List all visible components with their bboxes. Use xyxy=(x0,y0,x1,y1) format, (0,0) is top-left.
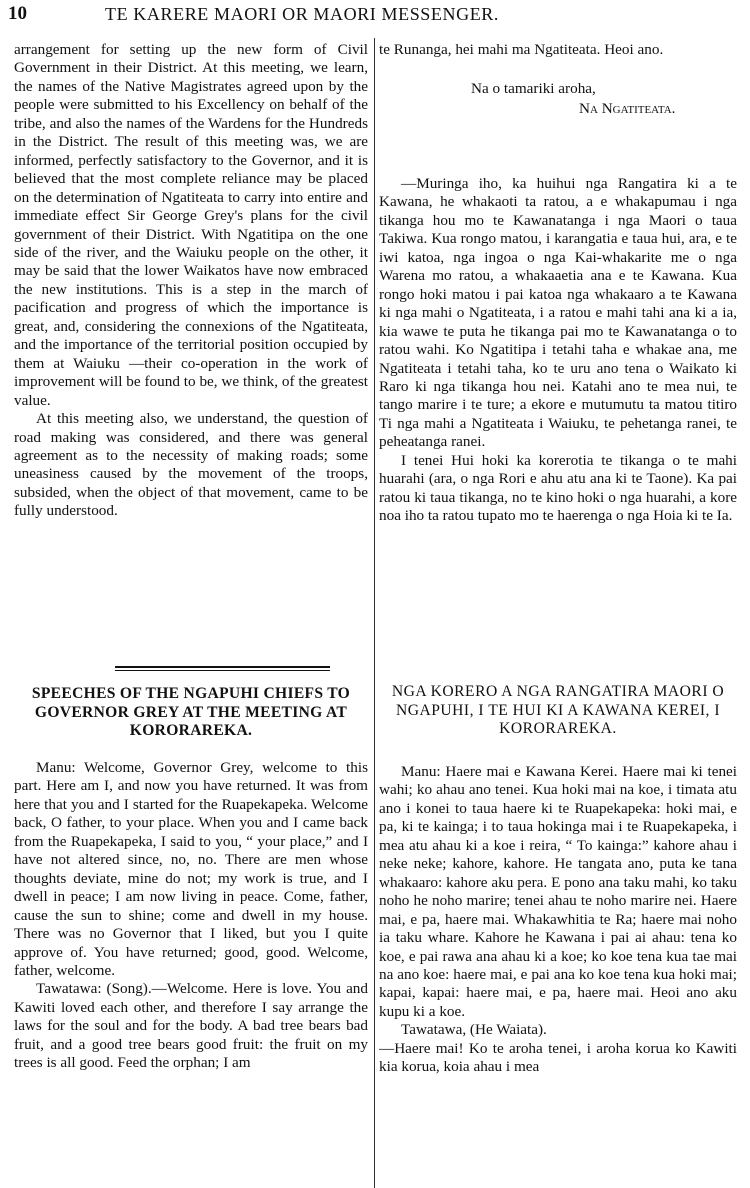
article-paragraph: —Muringa iho, ka huihui nga Rangatira ki a te Kawana, he whakaoti ta ratou, a e whakapumau i nga tikanga hou mo te Kawanatanga i nga Maori o taua Takiwa. Kua rongo matou, i karangatia e taua hui, ara, e te iwi katoa, nga ingoa o nga Kai-whakarite me o nga Warena mo ratou, a whakaaetia ana e te Kawana. Kua rongo hoki matou i pai katoa nga whakaaro a te Kawana ki nga mahi o Ngatiteata, i a ratou e mahi tahi ana ki a ia, kia wawe te puta he tikanga pai mo te Kawanatanga o to ratou wahi. Ko Ngatitipa i tetahi taha e whakae ana, me Ngatiteata i tetahi taha, ko te uru ano tena o Waikato ki Raro ki nga tikanga hou nei. Katahi ano te mea nui, te tango marire i te ture; a ekore e mutumutu ta matou titiro Ti nga mahi a Ngatiteata i Waiuku, te pehetanga ranei, te peheatanga ranei. xyxy=(379,175,737,451)
section-divider xyxy=(115,666,330,671)
speech-paragraph: Tawatawa: (Song).—Welcome. Here is love. You and Kawiti loved each other, and therefore I say arrange the laws for the soul and for the body. A bad tree bears bad fruit, and a good tree bears good fruit: the fruit on my trees is all good. Feed the orphan; I am xyxy=(14,980,368,1072)
right-column-continuation xyxy=(379,41,737,81)
speech-paragraph: Tawatawa, (He Waiata). xyxy=(401,1021,547,1039)
article-paragraph: arrangement for setting up the new form of Civil Government in their District. At this meeting, we learn, the names of the Native Magistrates agreed upon by the people were submitted to his Excellency on behalf of the tribe, and also the names of the Wardens for the Hundreds in the District. The result of this meeting was, we are informed, perfectly satisfactory to the Governor, and it is believed that the most complete reliance may be placed on the determination of Ngatiteata to carry into entire and immediate effect Sir George Grey's plans for the civil government of their District. With Ngatitipa on the one side of the river, and the Waiuku people on the other, it may be said that the lower Waikatos have now embraced the new institutions. This is a step in the march of pacification and progress of which the importance is great, and, considering the connexions of the Ngatiteata, and the importance of the territorial position occupied by them at Waiuku —their co-operation in the work of improvement will be found to be, we think, of the greatest value. xyxy=(14,41,368,409)
speech-paragraph: —Haere mai! Ko te aroha tenei, i aroha korua ko Kawiti kia korua, koia ahau i mea xyxy=(379,1039,737,1076)
left-column-speeches xyxy=(14,759,368,1185)
speech-paragraph: Manu: Welcome, Governor Grey, welcome to this part. Here am I, and now you have returned. It was from here that you and I started for the Ruapekapeka. Welcome back, O father, to your place. When you and I came back from the Ruapekapeka, I said to you, “ your place,” and I have not altered since, no, no. There are men whose thoughts deviate, mine do not; my work is true, and I dwell in peace; I am now living in peace. Come, father, cause the sun to shine; come and dwell in my house. There was no Governor that I liked, but you I quite approve of. You have returned; good, good. Welcome, father, welcome. xyxy=(14,759,368,979)
article-paragraph: At this meeting also, we understand, the question of road making was considered, and there was general agreement as to the necessity of making roads; some uneasiness caused by the movement of the troops, subsided, when the object of that movement, came to be fully understood. xyxy=(14,410,368,520)
article-paragraph: te Runanga, hei mahi ma Ngatiteata. Heoi ano. xyxy=(379,41,664,58)
section-heading-maori: NGA KORERO A NGA RANGATIRA MAORI O NGAPUHI, I TE HUI KI A KAWANA KEREI, I KORORAREKA. xyxy=(391,683,725,737)
left-column-article xyxy=(14,41,368,657)
signoff-line: Na o tamariki aroha, xyxy=(471,80,596,97)
speech-paragraph: Manu: Haere mai e Kawana Kerei. Haere mai ki tenei wahi; ko ahau ano tenei. Kua hoki mai na koe, i timata atu ano i konei to taua haere ki te Ruapekapeka: hoki mai, e pa, ki te kainga; i to taua hokinga mai i te Ruapekapeka, i mea atu ahau ki a koe i reira, “ To kainga:” kahore ahau i neke neke; kahore, kahore. He tangata ano, puta ke tana whakaaro: kahore aku pera. E pono ana taku mahi, ko taku noho he noho marire; tenei ahau te noho marire nei. Haere mai, e pa, haere mai. Whakawhitia te Ra; haere mai noho ia taku whare. Kahore he Kawana i pai ai ahau: tena ko koe, e pai rawa ana ahau ki a koe; ko koe tena kua tae mai na ano koe: haere mai, e pai ana ko koe tena kua hoki mai; kapai, kapai: haere mai, e pa, haere mai. Heoi ano aku kupu ki a koe. xyxy=(379,763,737,1020)
right-column-speeches xyxy=(379,763,737,1185)
right-column-article xyxy=(379,175,737,657)
article-paragraph: I tenei Hui hoki ka korerotia te tikanga o te mahi huarahi (ara, o nga Rori e ahu atu ana ki te Taone). Ka pai ratou ki taua tikanga, no te kino hoki o nga huarahi, a kore noa iho ta ratou tupato mo te haerenga o nga Hoia ki te Ia. xyxy=(379,451,737,525)
page-header xyxy=(0,0,750,34)
running-title: TE KARERE MAORI OR MAORI MESSENGER. xyxy=(105,4,500,24)
signoff-name: Na Ngatiteata. xyxy=(579,100,676,117)
page-number: 10 xyxy=(8,3,27,24)
section-heading-english: SPEECHES OF THE NGAPUHI CHIEFS TO GOVERNOR GREY AT THE MEETING AT KORORAREKA. xyxy=(31,685,351,739)
column-rule xyxy=(374,38,375,1188)
